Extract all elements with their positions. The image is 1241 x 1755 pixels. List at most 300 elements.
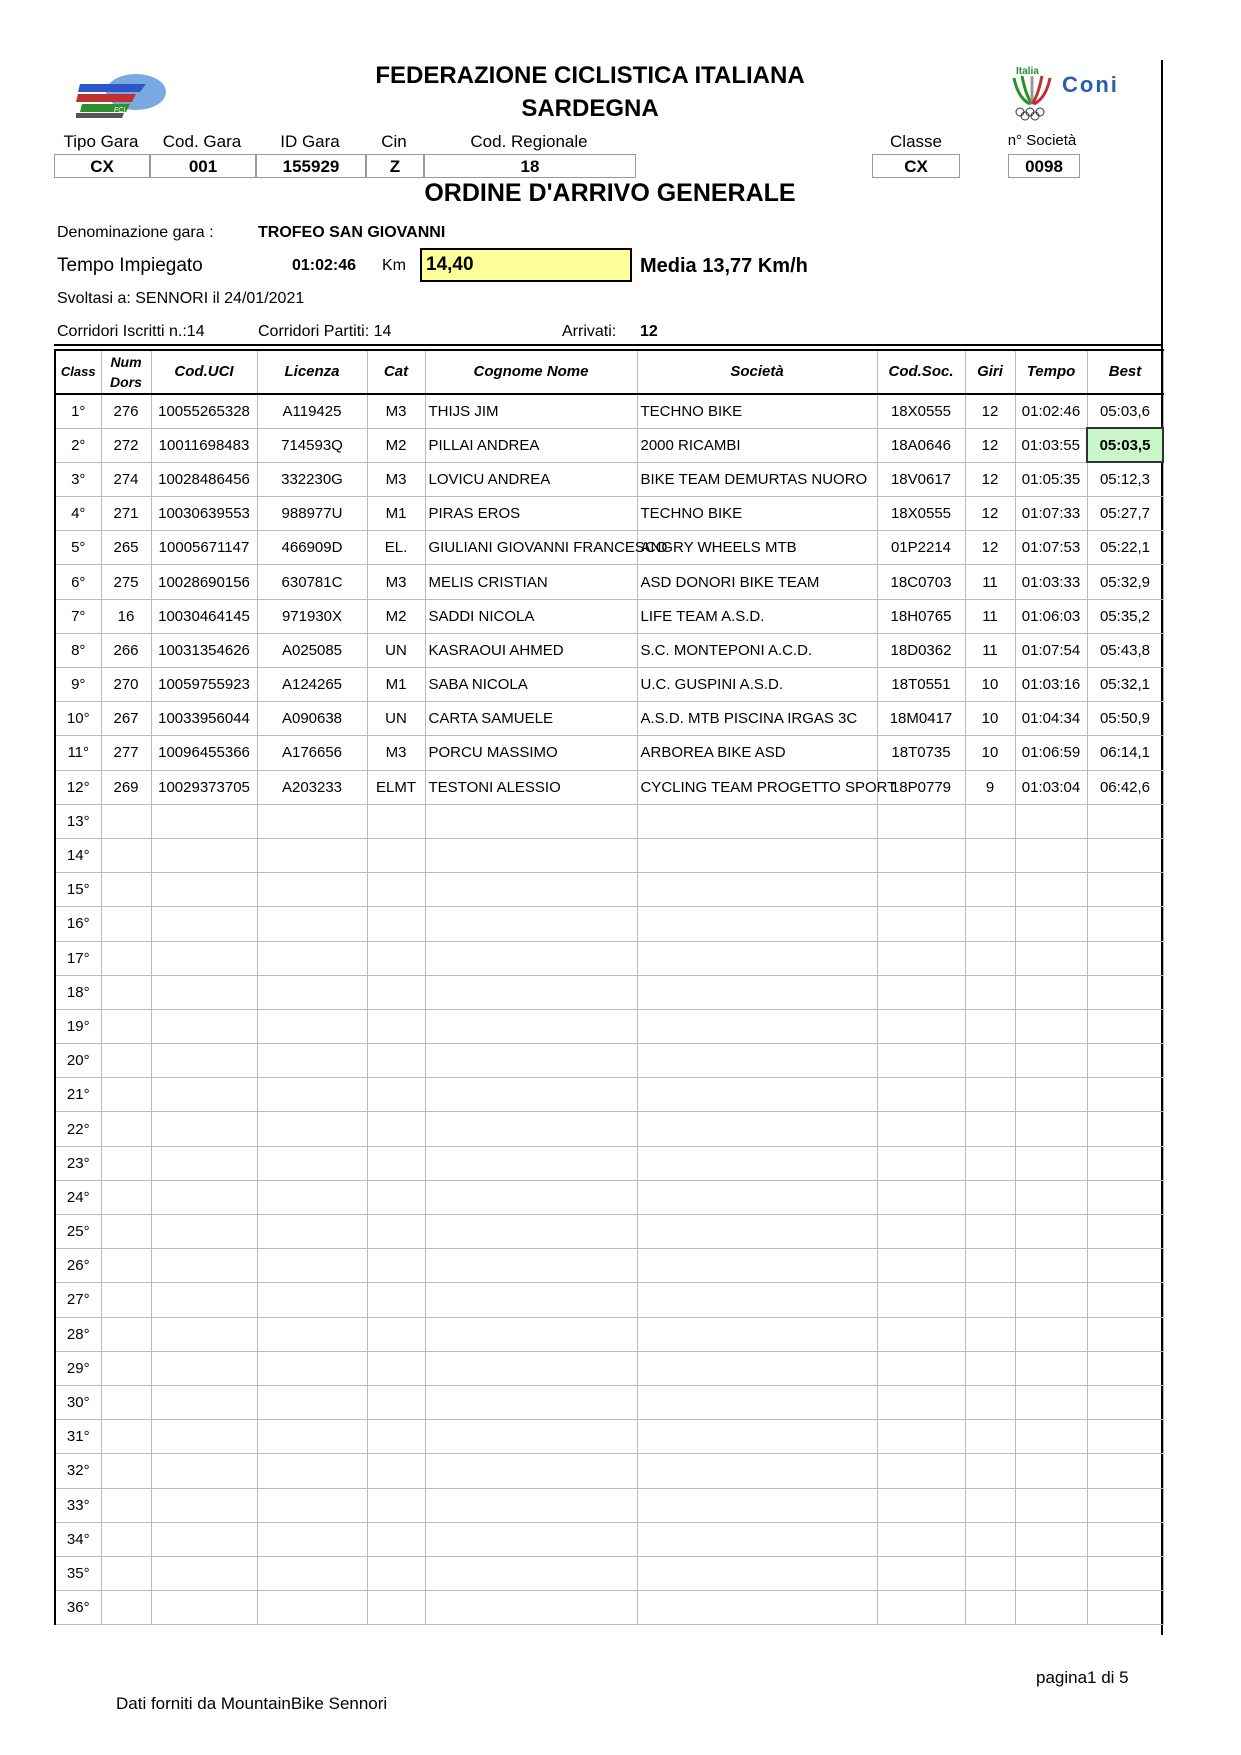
cell-cod-soc (877, 1522, 965, 1556)
cell-num-dors (101, 975, 151, 1009)
cell-cod-uci (151, 907, 257, 941)
col-header-best: Best (1087, 350, 1163, 394)
cell-tempo: 01:04:34 (1015, 702, 1087, 736)
cell-cognome-nome: SADDI NICOLA (425, 599, 637, 633)
cell-cat: M1 (367, 497, 425, 531)
cell-class: 16° (55, 907, 101, 941)
cell-cognome-nome: CARTA SAMUELE (425, 702, 637, 736)
separator-line (54, 344, 1162, 346)
cell-societa (637, 1283, 877, 1317)
cell-cognome-nome (425, 1249, 637, 1283)
cell-tempo (1015, 941, 1087, 975)
cell-cat: ELMT (367, 770, 425, 804)
cell-cat: M1 (367, 668, 425, 702)
cell-cod-soc (877, 1591, 965, 1625)
cell-num-dors (101, 1385, 151, 1419)
cell-cod-uci (151, 1283, 257, 1317)
cell-cod-soc (877, 1283, 965, 1317)
cell-giri (965, 975, 1015, 1009)
cell-giri: 12 (965, 394, 1015, 428)
cell-class: 29° (55, 1351, 101, 1385)
cell-cognome-nome (425, 941, 637, 975)
cell-tempo (1015, 1556, 1087, 1590)
cell-cod-uci: 10059755923 (151, 668, 257, 702)
cell-class: 28° (55, 1317, 101, 1351)
cell-cod-soc (877, 873, 965, 907)
cell-licenza: 971930X (257, 599, 367, 633)
cell-giri (965, 1454, 1015, 1488)
table-row-empty (55, 1078, 1163, 1112)
svoltasi: Svoltasi a: SENNORI il 24/01/2021 (57, 290, 305, 307)
cell-num-dors (101, 1249, 151, 1283)
cell-num-dors: 272 (101, 428, 151, 462)
cell-societa (637, 1556, 877, 1590)
cell-cognome-nome: PILLAI ANDREA (425, 428, 637, 462)
cell-cod-soc: 18T0551 (877, 668, 965, 702)
coni-logo (1010, 66, 1140, 122)
cell-cognome-nome (425, 1215, 637, 1249)
cell-best (1087, 804, 1163, 838)
cell-cod-soc (877, 1385, 965, 1419)
cell-giri: 12 (965, 497, 1015, 531)
cell-societa (637, 804, 877, 838)
cell-giri (965, 1215, 1015, 1249)
cell-cod-soc: 18C0703 (877, 565, 965, 599)
denominazione-value: TROFEO SAN GIOVANNI (258, 224, 446, 241)
cell-tempo: 01:03:16 (1015, 668, 1087, 702)
cell-class: 21° (55, 1078, 101, 1112)
cell-societa (637, 975, 877, 1009)
cell-cod-uci (151, 1488, 257, 1522)
cell-licenza: A176656 (257, 736, 367, 770)
cell-giri: 9 (965, 770, 1015, 804)
cell-tempo (1015, 873, 1087, 907)
arrivati-label: Arrivati: (562, 323, 617, 340)
cell-societa (637, 873, 877, 907)
cell-cat: M2 (367, 599, 425, 633)
cell-num-dors (101, 873, 151, 907)
cell-licenza: 714593Q (257, 428, 367, 462)
cell-cognome-nome (425, 1146, 637, 1180)
cell-num-dors (101, 804, 151, 838)
cell-licenza (257, 1146, 367, 1180)
cell-licenza (257, 1180, 367, 1214)
table-row-empty (55, 1522, 1163, 1556)
cell-cod-uci: 10031354626 (151, 633, 257, 667)
region-title: SARDEGNA (521, 95, 659, 122)
cell-cat: M2 (367, 428, 425, 462)
cell-giri (965, 1009, 1015, 1043)
cell-societa (637, 1180, 877, 1214)
cell-cod-uci: 10055265328 (151, 394, 257, 428)
cell-best (1087, 1351, 1163, 1385)
cell-giri (965, 1556, 1015, 1590)
cell-cod-uci (151, 1078, 257, 1112)
cell-cognome-nome (425, 1488, 637, 1522)
cell-cod-soc: 18V0617 (877, 462, 965, 496)
cell-num-dors (101, 1317, 151, 1351)
cell-tempo (1015, 1488, 1087, 1522)
cell-best (1087, 1283, 1163, 1317)
cell-best (1087, 1522, 1163, 1556)
cell-giri (965, 1044, 1015, 1078)
cell-societa (637, 1215, 877, 1249)
cell-cod-uci (151, 1454, 257, 1488)
cell-cod-soc: 18P0779 (877, 770, 965, 804)
table-row-empty (55, 1112, 1163, 1146)
cell-licenza (257, 1385, 367, 1419)
cell-licenza: A119425 (257, 394, 367, 428)
cell-cat: M3 (367, 565, 425, 599)
col-header-class: Class (55, 350, 101, 394)
cell-tempo (1015, 1180, 1087, 1214)
cell-cod-soc (877, 1078, 965, 1112)
cell-societa: BIKE TEAM DEMURTAS NUORO (637, 462, 877, 496)
cell-licenza: A090638 (257, 702, 367, 736)
cell-class: 26° (55, 1249, 101, 1283)
cell-societa (637, 1078, 877, 1112)
cell-num-dors (101, 1556, 151, 1590)
table-row-empty (55, 1385, 1163, 1419)
cell-cat (367, 1009, 425, 1043)
cell-best: 05:35,2 (1087, 599, 1163, 633)
cell-tempo: 01:03:04 (1015, 770, 1087, 804)
table-row (55, 531, 1163, 565)
table-row-empty (55, 1215, 1163, 1249)
cell-cod-uci (151, 1249, 257, 1283)
cell-best (1087, 1146, 1163, 1180)
cell-num-dors (101, 1454, 151, 1488)
cell-cat (367, 1180, 425, 1214)
cell-giri: 11 (965, 599, 1015, 633)
cell-class: 6° (55, 565, 101, 599)
cell-cod-uci (151, 838, 257, 872)
cell-cod-uci (151, 1351, 257, 1385)
cell-licenza (257, 975, 367, 1009)
cod-regionale-value: 18 (424, 154, 636, 178)
cell-best (1087, 873, 1163, 907)
cell-class: 10° (55, 702, 101, 736)
cell-cognome-nome (425, 804, 637, 838)
cell-cod-soc (877, 1180, 965, 1214)
cell-cod-soc (877, 1317, 965, 1351)
cell-societa: LIFE TEAM A.S.D. (637, 599, 877, 633)
cell-best (1087, 975, 1163, 1009)
col-header-tempo: Tempo (1015, 350, 1087, 394)
cell-cognome-nome (425, 1078, 637, 1112)
cell-best (1087, 941, 1163, 975)
cell-societa (637, 1112, 877, 1146)
cell-tempo (1015, 1522, 1087, 1556)
cell-cat: EL. (367, 531, 425, 565)
cell-class: 1° (55, 394, 101, 428)
cell-cognome-nome (425, 1454, 637, 1488)
cell-best: 05:32,1 (1087, 668, 1163, 702)
table-row-empty (55, 1249, 1163, 1283)
cell-giri (965, 907, 1015, 941)
cell-num-dors (101, 1044, 151, 1078)
cell-societa (637, 1454, 877, 1488)
cell-tempo (1015, 1215, 1087, 1249)
cell-class: 5° (55, 531, 101, 565)
cell-societa (637, 838, 877, 872)
cell-cognome-nome: LOVICU ANDREA (425, 462, 637, 496)
cell-cognome-nome (425, 1556, 637, 1590)
km-label: Km (382, 257, 406, 274)
cell-giri (965, 1385, 1015, 1419)
cell-tempo (1015, 1317, 1087, 1351)
cell-cat (367, 1317, 425, 1351)
cell-class: 2° (55, 428, 101, 462)
cell-licenza (257, 1215, 367, 1249)
table-header-row (55, 350, 1163, 394)
cell-giri (965, 941, 1015, 975)
cell-cod-uci (151, 1180, 257, 1214)
cell-cod-uci (151, 1009, 257, 1043)
cell-best (1087, 1112, 1163, 1146)
cell-societa (637, 907, 877, 941)
cell-cat (367, 1522, 425, 1556)
cell-giri (965, 1488, 1015, 1522)
page-number: pagina1 di 5 (1036, 1668, 1129, 1687)
cell-cat (367, 873, 425, 907)
cell-best (1087, 1556, 1163, 1590)
cell-tempo (1015, 1249, 1087, 1283)
table-row-empty (55, 1009, 1163, 1043)
cell-tempo (1015, 1283, 1087, 1317)
cell-tempo: 01:07:53 (1015, 531, 1087, 565)
cell-cat (367, 804, 425, 838)
cell-num-dors: 267 (101, 702, 151, 736)
cell-cod-soc (877, 1044, 965, 1078)
cell-cognome-nome (425, 1522, 637, 1556)
cell-cat (367, 941, 425, 975)
cell-num-dors: 266 (101, 633, 151, 667)
cell-cognome-nome (425, 838, 637, 872)
cell-class: 31° (55, 1420, 101, 1454)
cell-societa: ANGRY WHEELS MTB (637, 531, 877, 565)
results-table (54, 349, 1164, 1625)
cell-societa (637, 1044, 877, 1078)
cell-cat (367, 975, 425, 1009)
cell-societa: U.C. GUSPINI A.S.D. (637, 668, 877, 702)
table-row-empty (55, 941, 1163, 975)
cell-tempo (1015, 1112, 1087, 1146)
cell-cod-uci (151, 1044, 257, 1078)
cell-class: 13° (55, 804, 101, 838)
cell-giri (965, 1249, 1015, 1283)
cell-cod-uci: 10033956044 (151, 702, 257, 736)
cell-best: 06:42,6 (1087, 770, 1163, 804)
page-subtitle: ORDINE D'ARRIVO GENERALE (424, 179, 796, 207)
cell-num-dors (101, 1351, 151, 1385)
cell-cognome-nome: TESTONI ALESSIO (425, 770, 637, 804)
cell-best (1087, 1078, 1163, 1112)
cell-best: 06:14,1 (1087, 736, 1163, 770)
table-row (55, 668, 1163, 702)
cell-societa: TECHNO BIKE (637, 497, 877, 531)
cell-num-dors: 275 (101, 565, 151, 599)
cell-cat (367, 1078, 425, 1112)
cell-societa: ARBOREA BIKE ASD (637, 736, 877, 770)
cell-giri (965, 1283, 1015, 1317)
cell-societa: 2000 RICAMBI (637, 428, 877, 462)
cell-class: 35° (55, 1556, 101, 1590)
table-row (55, 428, 1163, 462)
cell-cod-soc (877, 804, 965, 838)
cell-giri (965, 1180, 1015, 1214)
cod-gara-label: Cod. Gara (162, 132, 242, 151)
cell-class: 3° (55, 462, 101, 496)
cell-cod-uci (151, 1420, 257, 1454)
cell-best (1087, 1180, 1163, 1214)
cell-cod-soc (877, 941, 965, 975)
cell-cod-uci (151, 975, 257, 1009)
cell-best (1087, 1009, 1163, 1043)
cell-tempo: 01:05:35 (1015, 462, 1087, 496)
cell-giri (965, 1420, 1015, 1454)
cell-tempo (1015, 1078, 1087, 1112)
cell-cat (367, 1591, 425, 1625)
cell-best: 05:12,3 (1087, 462, 1163, 496)
coni-logo-text: Coni (1062, 72, 1119, 97)
cin-value: Z (366, 154, 424, 178)
cell-cognome-nome (425, 1351, 637, 1385)
cell-cognome-nome: MELIS CRISTIAN (425, 565, 637, 599)
cell-giri (965, 1351, 1015, 1385)
cell-licenza (257, 804, 367, 838)
cell-class: 32° (55, 1454, 101, 1488)
cell-tempo (1015, 1351, 1087, 1385)
cell-licenza (257, 907, 367, 941)
cell-cognome-nome (425, 1385, 637, 1419)
n-societa-value: 0098 (1008, 154, 1080, 178)
tempo-value: 01:02:46 (292, 257, 357, 274)
cell-cat (367, 838, 425, 872)
cell-cod-soc (877, 838, 965, 872)
cell-cod-soc: 18A0646 (877, 428, 965, 462)
table-row-empty (55, 1044, 1163, 1078)
cell-giri (965, 873, 1015, 907)
cell-num-dors: 269 (101, 770, 151, 804)
cell-tempo (1015, 1454, 1087, 1488)
cell-giri: 12 (965, 462, 1015, 496)
cell-licenza (257, 1454, 367, 1488)
cell-licenza (257, 1591, 367, 1625)
cell-tempo: 01:03:33 (1015, 565, 1087, 599)
cell-tempo (1015, 1385, 1087, 1419)
cell-licenza: 332230G (257, 462, 367, 496)
cell-best: 05:32,9 (1087, 565, 1163, 599)
cell-licenza (257, 1078, 367, 1112)
table-row-empty (55, 907, 1163, 941)
denominazione-label: Denominazione gara : (57, 224, 214, 241)
cell-num-dors: 271 (101, 497, 151, 531)
cell-societa: TECHNO BIKE (637, 394, 877, 428)
cell-cognome-nome (425, 1317, 637, 1351)
cell-cod-soc (877, 907, 965, 941)
org-title: FEDERAZIONE CICLISTICA ITALIANA (375, 62, 805, 89)
cell-cat: M3 (367, 394, 425, 428)
cell-licenza (257, 1556, 367, 1590)
cell-cod-uci (151, 1591, 257, 1625)
cell-cognome-nome (425, 1420, 637, 1454)
cell-cod-soc (877, 1556, 965, 1590)
cell-num-dors (101, 1283, 151, 1317)
cell-giri (965, 1112, 1015, 1146)
table-row (55, 770, 1163, 804)
cell-cod-soc (877, 975, 965, 1009)
cell-licenza (257, 941, 367, 975)
cell-cod-uci: 10030464145 (151, 599, 257, 633)
cell-class: 30° (55, 1385, 101, 1419)
cell-licenza (257, 1249, 367, 1283)
n-societa-label: n° Società (1007, 132, 1077, 149)
table-row-empty (55, 1591, 1163, 1625)
cell-licenza (257, 1351, 367, 1385)
cell-cod-uci (151, 1522, 257, 1556)
cell-class: 17° (55, 941, 101, 975)
cell-tempo (1015, 804, 1087, 838)
cell-giri: 12 (965, 428, 1015, 462)
cell-giri (965, 1078, 1015, 1112)
cell-best: 05:50,9 (1087, 702, 1163, 736)
cell-tempo (1015, 1009, 1087, 1043)
col-header-giri: Giri (965, 350, 1015, 394)
cell-cod-soc (877, 1215, 965, 1249)
cell-class: 4° (55, 497, 101, 531)
cod-regionale-label: Cod. Regionale (470, 132, 588, 151)
cell-cod-uci (151, 1215, 257, 1249)
cell-class: 22° (55, 1112, 101, 1146)
cell-cat: UN (367, 633, 425, 667)
cell-giri (965, 1317, 1015, 1351)
cell-tempo: 01:07:54 (1015, 633, 1087, 667)
cell-num-dors: 277 (101, 736, 151, 770)
cell-num-dors (101, 1078, 151, 1112)
cell-tempo: 01:07:33 (1015, 497, 1087, 531)
cell-societa (637, 1249, 877, 1283)
cell-cognome-nome (425, 907, 637, 941)
coni-logo-small-text: Italia (1016, 66, 1039, 77)
cell-best (1087, 1044, 1163, 1078)
table-row-empty (55, 1351, 1163, 1385)
cell-cat (367, 1215, 425, 1249)
cell-num-dors (101, 1420, 151, 1454)
cell-cod-soc (877, 1420, 965, 1454)
cell-cod-soc (877, 1488, 965, 1522)
cell-cod-soc (877, 1351, 965, 1385)
cell-societa (637, 1146, 877, 1180)
table-row (55, 565, 1163, 599)
cell-class: 33° (55, 1488, 101, 1522)
cell-cat (367, 907, 425, 941)
cell-num-dors (101, 1522, 151, 1556)
cell-class: 24° (55, 1180, 101, 1214)
table-row-empty (55, 873, 1163, 907)
cin-label: Cin (381, 132, 407, 151)
cell-cognome-nome: SABA NICOLA (425, 668, 637, 702)
cell-best (1087, 1488, 1163, 1522)
cell-best (1087, 1249, 1163, 1283)
cell-tempo (1015, 1044, 1087, 1078)
tipo-gara-value: CX (54, 154, 150, 178)
col-header-cod-soc: Cod.Soc. (877, 350, 965, 394)
col-header-cat: Cat (367, 350, 425, 394)
col-header-societa: Società (637, 350, 877, 394)
cell-cognome-nome (425, 1044, 637, 1078)
cell-licenza (257, 1283, 367, 1317)
